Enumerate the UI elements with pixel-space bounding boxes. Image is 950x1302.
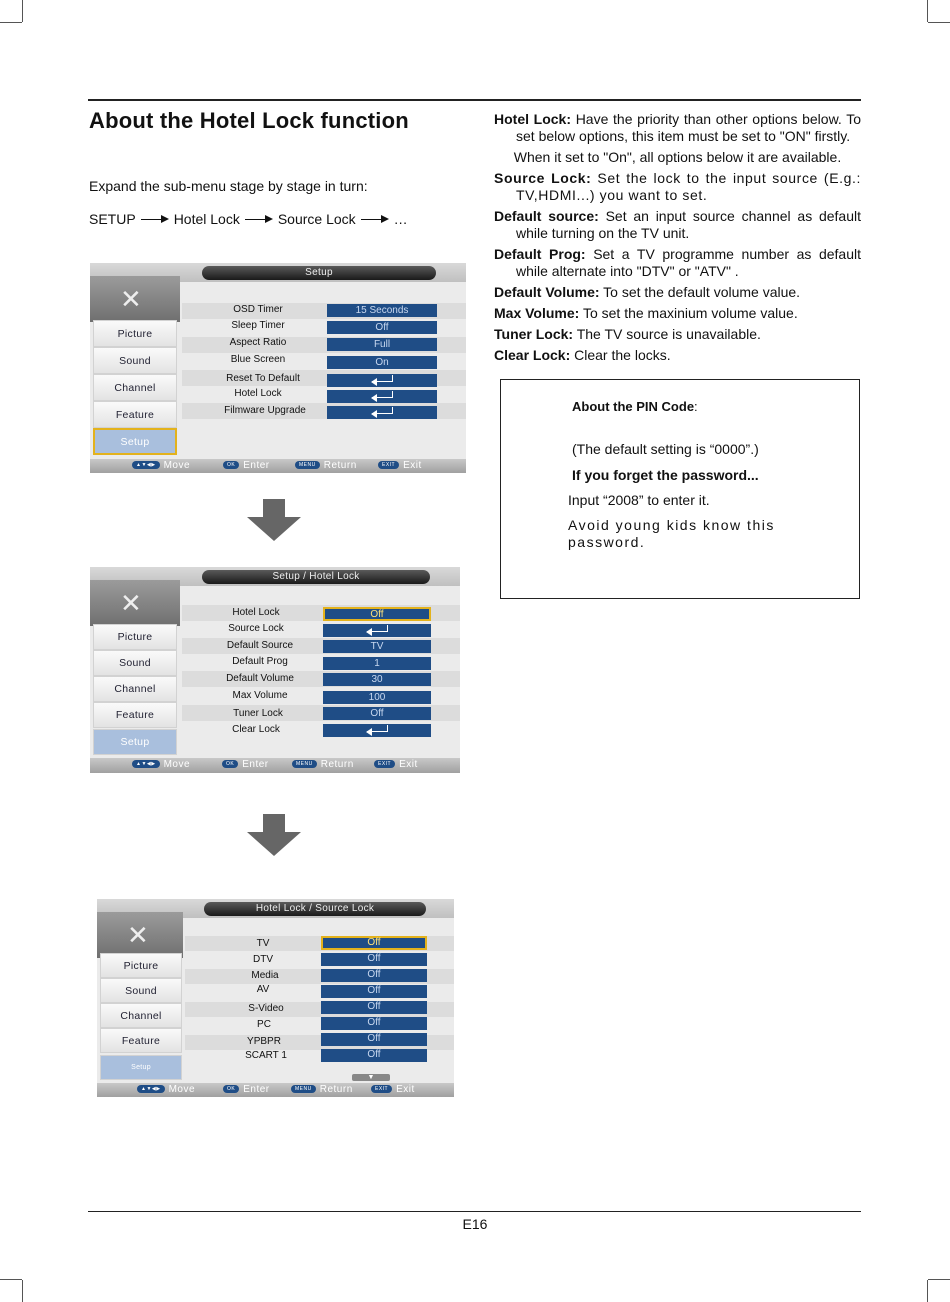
pin-forget-heading: If you forget the password... xyxy=(572,467,759,483)
desc-source-lock: Source Lock: Set the lock to the input source (E.g.: TV,HDMI...) you want to set. xyxy=(494,170,861,203)
hint-exit: EXIT Exit xyxy=(378,460,422,471)
menu-title: Setup / Hotel Lock xyxy=(202,570,430,584)
exit-key-icon: EXIT xyxy=(371,1085,392,1093)
menu-hint-bar xyxy=(90,758,460,773)
hint-exit: EXIT Exit xyxy=(374,759,418,770)
crop-mark xyxy=(0,22,22,23)
page-title: About the Hotel Lock function xyxy=(89,108,409,133)
hint-move: ▲▼◀▶ Move xyxy=(137,1084,195,1095)
top-rule xyxy=(88,99,861,101)
menu-title: Hotel Lock / Source Lock xyxy=(204,902,426,916)
setup-tools-icon: ✕ xyxy=(90,276,180,322)
sidebar-item-channel[interactable]: Channel xyxy=(100,1003,182,1028)
crop-mark xyxy=(0,1279,22,1280)
desc-clear-lock: Clear Lock: Clear the locks. xyxy=(494,347,671,363)
exit-key-icon: EXIT xyxy=(378,461,399,469)
pin-input-note: Input “2008” to enter it. xyxy=(568,492,710,508)
menu-hint-bar xyxy=(90,459,466,473)
scroll-down-icon[interactable]: ▼ xyxy=(352,1074,390,1081)
menu-hint-bar xyxy=(97,1083,454,1097)
desc-max-volume: Max Volume: To set the maxinium volume value. xyxy=(494,305,798,321)
menu-row-value[interactable] xyxy=(323,624,431,637)
menu-row-label: OSD Timer xyxy=(233,304,283,315)
menu-key-icon: MENU xyxy=(291,1085,316,1093)
enter-icon xyxy=(367,625,388,632)
crop-mark xyxy=(22,1280,23,1302)
menu-row-value[interactable]: TV xyxy=(323,640,431,653)
desc-tuner-lock: Tuner Lock: The TV source is unavailable. xyxy=(494,326,761,342)
menu-row-value[interactable]: Off xyxy=(321,1017,427,1030)
source-lock-menu-screen xyxy=(97,899,454,1097)
desc-hotel-lock-note: When it set to "On", all options below it are available. xyxy=(513,149,842,165)
sidebar-item-picture[interactable]: Picture xyxy=(100,953,182,978)
path-step: SETUP xyxy=(89,211,136,227)
menu-row-label: Blue Screen xyxy=(230,354,286,365)
desc-default-source: Default source: Set an input source channel as default while turning on the TV unit. xyxy=(494,208,862,241)
menu-row-label: Default Prog xyxy=(232,656,288,667)
desc-hotel-lock: Hotel Lock: Have the priority than other options below. To set below options, this item must be set to "ON" firstly. xyxy=(494,111,862,144)
menu-row-label: Clear Lock xyxy=(232,724,280,735)
arrow-right-icon xyxy=(245,215,273,224)
menu-row-value[interactable]: Off xyxy=(321,936,427,950)
crop-mark xyxy=(927,0,928,22)
menu-row-label: YPBPR xyxy=(247,1036,281,1047)
menu-row-value[interactable] xyxy=(327,406,437,419)
setup-tools-icon: ✕ xyxy=(97,912,183,958)
sidebar-item-feature[interactable]: Feature xyxy=(93,702,177,728)
ok-key-icon: OK xyxy=(223,1085,239,1093)
setup-menu-screen xyxy=(90,263,466,473)
menu-row-value[interactable]: Off xyxy=(321,1001,427,1014)
ok-key-icon: OK xyxy=(222,760,238,768)
hint-return: MENU Return xyxy=(292,759,354,770)
hint-move: ▲▼◀▶ Move xyxy=(132,460,190,471)
menu-row-value[interactable]: Off xyxy=(321,1049,427,1062)
menu-row-value[interactable] xyxy=(323,724,431,737)
sidebar-item-picture[interactable]: Picture xyxy=(93,624,177,650)
bottom-rule xyxy=(88,1211,861,1212)
enter-icon xyxy=(367,725,388,732)
crop-mark xyxy=(22,0,23,22)
sidebar-item-setup[interactable]: Setup xyxy=(100,1055,182,1080)
menu-row-label: Hotel Lock xyxy=(234,388,282,399)
hotel-lock-menu-screen xyxy=(90,567,460,773)
menu-row-value[interactable]: Off xyxy=(323,707,431,720)
arrow-down-icon xyxy=(247,814,301,858)
menu-key-icon: MENU xyxy=(292,760,317,768)
menu-row-value[interactable]: 15 Seconds xyxy=(327,304,437,317)
menu-key-icon: MENU xyxy=(295,461,320,469)
path-step: … xyxy=(393,211,408,227)
menu-row-label: Max Volume xyxy=(232,690,288,701)
menu-row-value[interactable]: Off xyxy=(321,1033,427,1046)
sidebar-item-setup[interactable]: Setup xyxy=(93,428,177,455)
sidebar-item-picture[interactable]: Picture xyxy=(93,320,177,347)
arrow-down-icon xyxy=(247,499,301,543)
menu-row-label: Sleep Timer xyxy=(231,320,285,331)
intro-text: Expand the sub-menu stage by stage in turn: xyxy=(89,178,368,194)
desc-default-prog: Default Prog: Set a TV programme number as default while alternate into "DTV" or "ATV" . xyxy=(494,246,862,279)
menu-row-label: Tuner Lock xyxy=(233,708,283,719)
menu-row-label: PC xyxy=(257,1019,271,1030)
path-step: Hotel Lock xyxy=(173,211,240,227)
menu-row-label: Filmware Upgrade xyxy=(224,405,306,416)
menu-row-label: Default Source xyxy=(226,640,294,651)
move-keys-icon: ▲▼◀▶ xyxy=(132,461,160,469)
hint-move: ▲▼◀▶ Move xyxy=(132,759,190,770)
ok-key-icon: OK xyxy=(223,461,239,469)
menu-row-value[interactable]: Off xyxy=(327,321,437,334)
exit-key-icon: EXIT xyxy=(374,760,395,768)
menu-row-value[interactable] xyxy=(327,374,437,387)
option-descriptions xyxy=(494,111,861,368)
hint-return: MENU Return xyxy=(291,1084,353,1095)
menu-row-label: Source Lock xyxy=(228,623,284,634)
arrow-right-icon xyxy=(141,215,169,224)
sidebar-item-setup[interactable]: Setup xyxy=(93,729,177,755)
menu-row-label: Media xyxy=(251,970,279,981)
menu-row-value[interactable]: Off xyxy=(321,953,427,966)
sidebar-item-feature[interactable]: Feature xyxy=(100,1028,182,1053)
menu-row-value[interactable] xyxy=(327,390,437,403)
sidebar-item-channel[interactable]: Channel xyxy=(93,676,177,702)
menu-row-label: S-Video xyxy=(248,1003,284,1014)
page-number: E16 xyxy=(462,1216,488,1232)
enter-icon xyxy=(372,407,393,414)
menu-row-label: Hotel Lock xyxy=(232,607,280,618)
sidebar-item-feature[interactable]: Feature xyxy=(93,401,177,428)
menu-row-label: Reset To Default xyxy=(226,373,300,384)
hint-return: MENU Return xyxy=(295,460,357,471)
sidebar-item-sound[interactable]: Sound xyxy=(100,978,182,1003)
pin-box-title: About the PIN Code: xyxy=(572,399,698,414)
menu-row-label: AV xyxy=(256,984,270,995)
menu-row-label: SCART 1 xyxy=(245,1050,287,1061)
move-keys-icon: ▲▼◀▶ xyxy=(132,760,160,768)
sidebar-item-sound[interactable]: Sound xyxy=(93,347,177,374)
menu-row-value[interactable]: Off xyxy=(321,969,427,982)
menu-row-label: TV xyxy=(256,938,270,949)
move-keys-icon: ▲▼◀▶ xyxy=(137,1085,165,1093)
menu-row-value[interactable]: 100 xyxy=(323,691,431,704)
pin-code-box xyxy=(500,379,860,599)
pin-default-note: (The default setting is “0000”.) xyxy=(572,441,759,457)
desc-default-volume: Default Volume: To set the default volume value. xyxy=(494,284,801,300)
menu-row-value[interactable]: Off xyxy=(321,985,427,998)
crop-mark xyxy=(927,1280,928,1302)
menu-row-value[interactable]: On xyxy=(327,356,437,369)
menu-row-label: Default Volume xyxy=(226,673,294,684)
menu-row-label: Aspect Ratio xyxy=(229,337,287,348)
path-step: Source Lock xyxy=(277,211,356,227)
menu-row-value[interactable]: Off xyxy=(323,607,431,621)
hint-exit: EXIT Exit xyxy=(371,1084,415,1095)
crop-mark xyxy=(928,1279,950,1280)
setup-tools-icon: ✕ xyxy=(90,580,180,626)
sidebar-item-sound[interactable]: Sound xyxy=(93,650,177,676)
enter-icon xyxy=(372,391,393,398)
enter-icon xyxy=(372,375,393,382)
hint-enter: OK Enter xyxy=(222,759,269,770)
menu-row-value[interactable]: Full xyxy=(327,338,437,351)
menu-row-value[interactable]: 1 xyxy=(323,657,431,670)
hint-enter: OK Enter xyxy=(223,460,270,471)
arrow-right-icon xyxy=(361,215,389,224)
hint-enter: OK Enter xyxy=(223,1084,270,1095)
menu-path xyxy=(89,211,408,227)
menu-row-value[interactable]: 30 xyxy=(323,673,431,686)
menu-title: Setup xyxy=(202,266,436,280)
menu-row-label: DTV xyxy=(253,954,273,965)
sidebar-item-channel[interactable]: Channel xyxy=(93,374,177,401)
pin-warning: Avoid young kids know this password. xyxy=(568,517,775,550)
crop-mark xyxy=(928,22,950,23)
